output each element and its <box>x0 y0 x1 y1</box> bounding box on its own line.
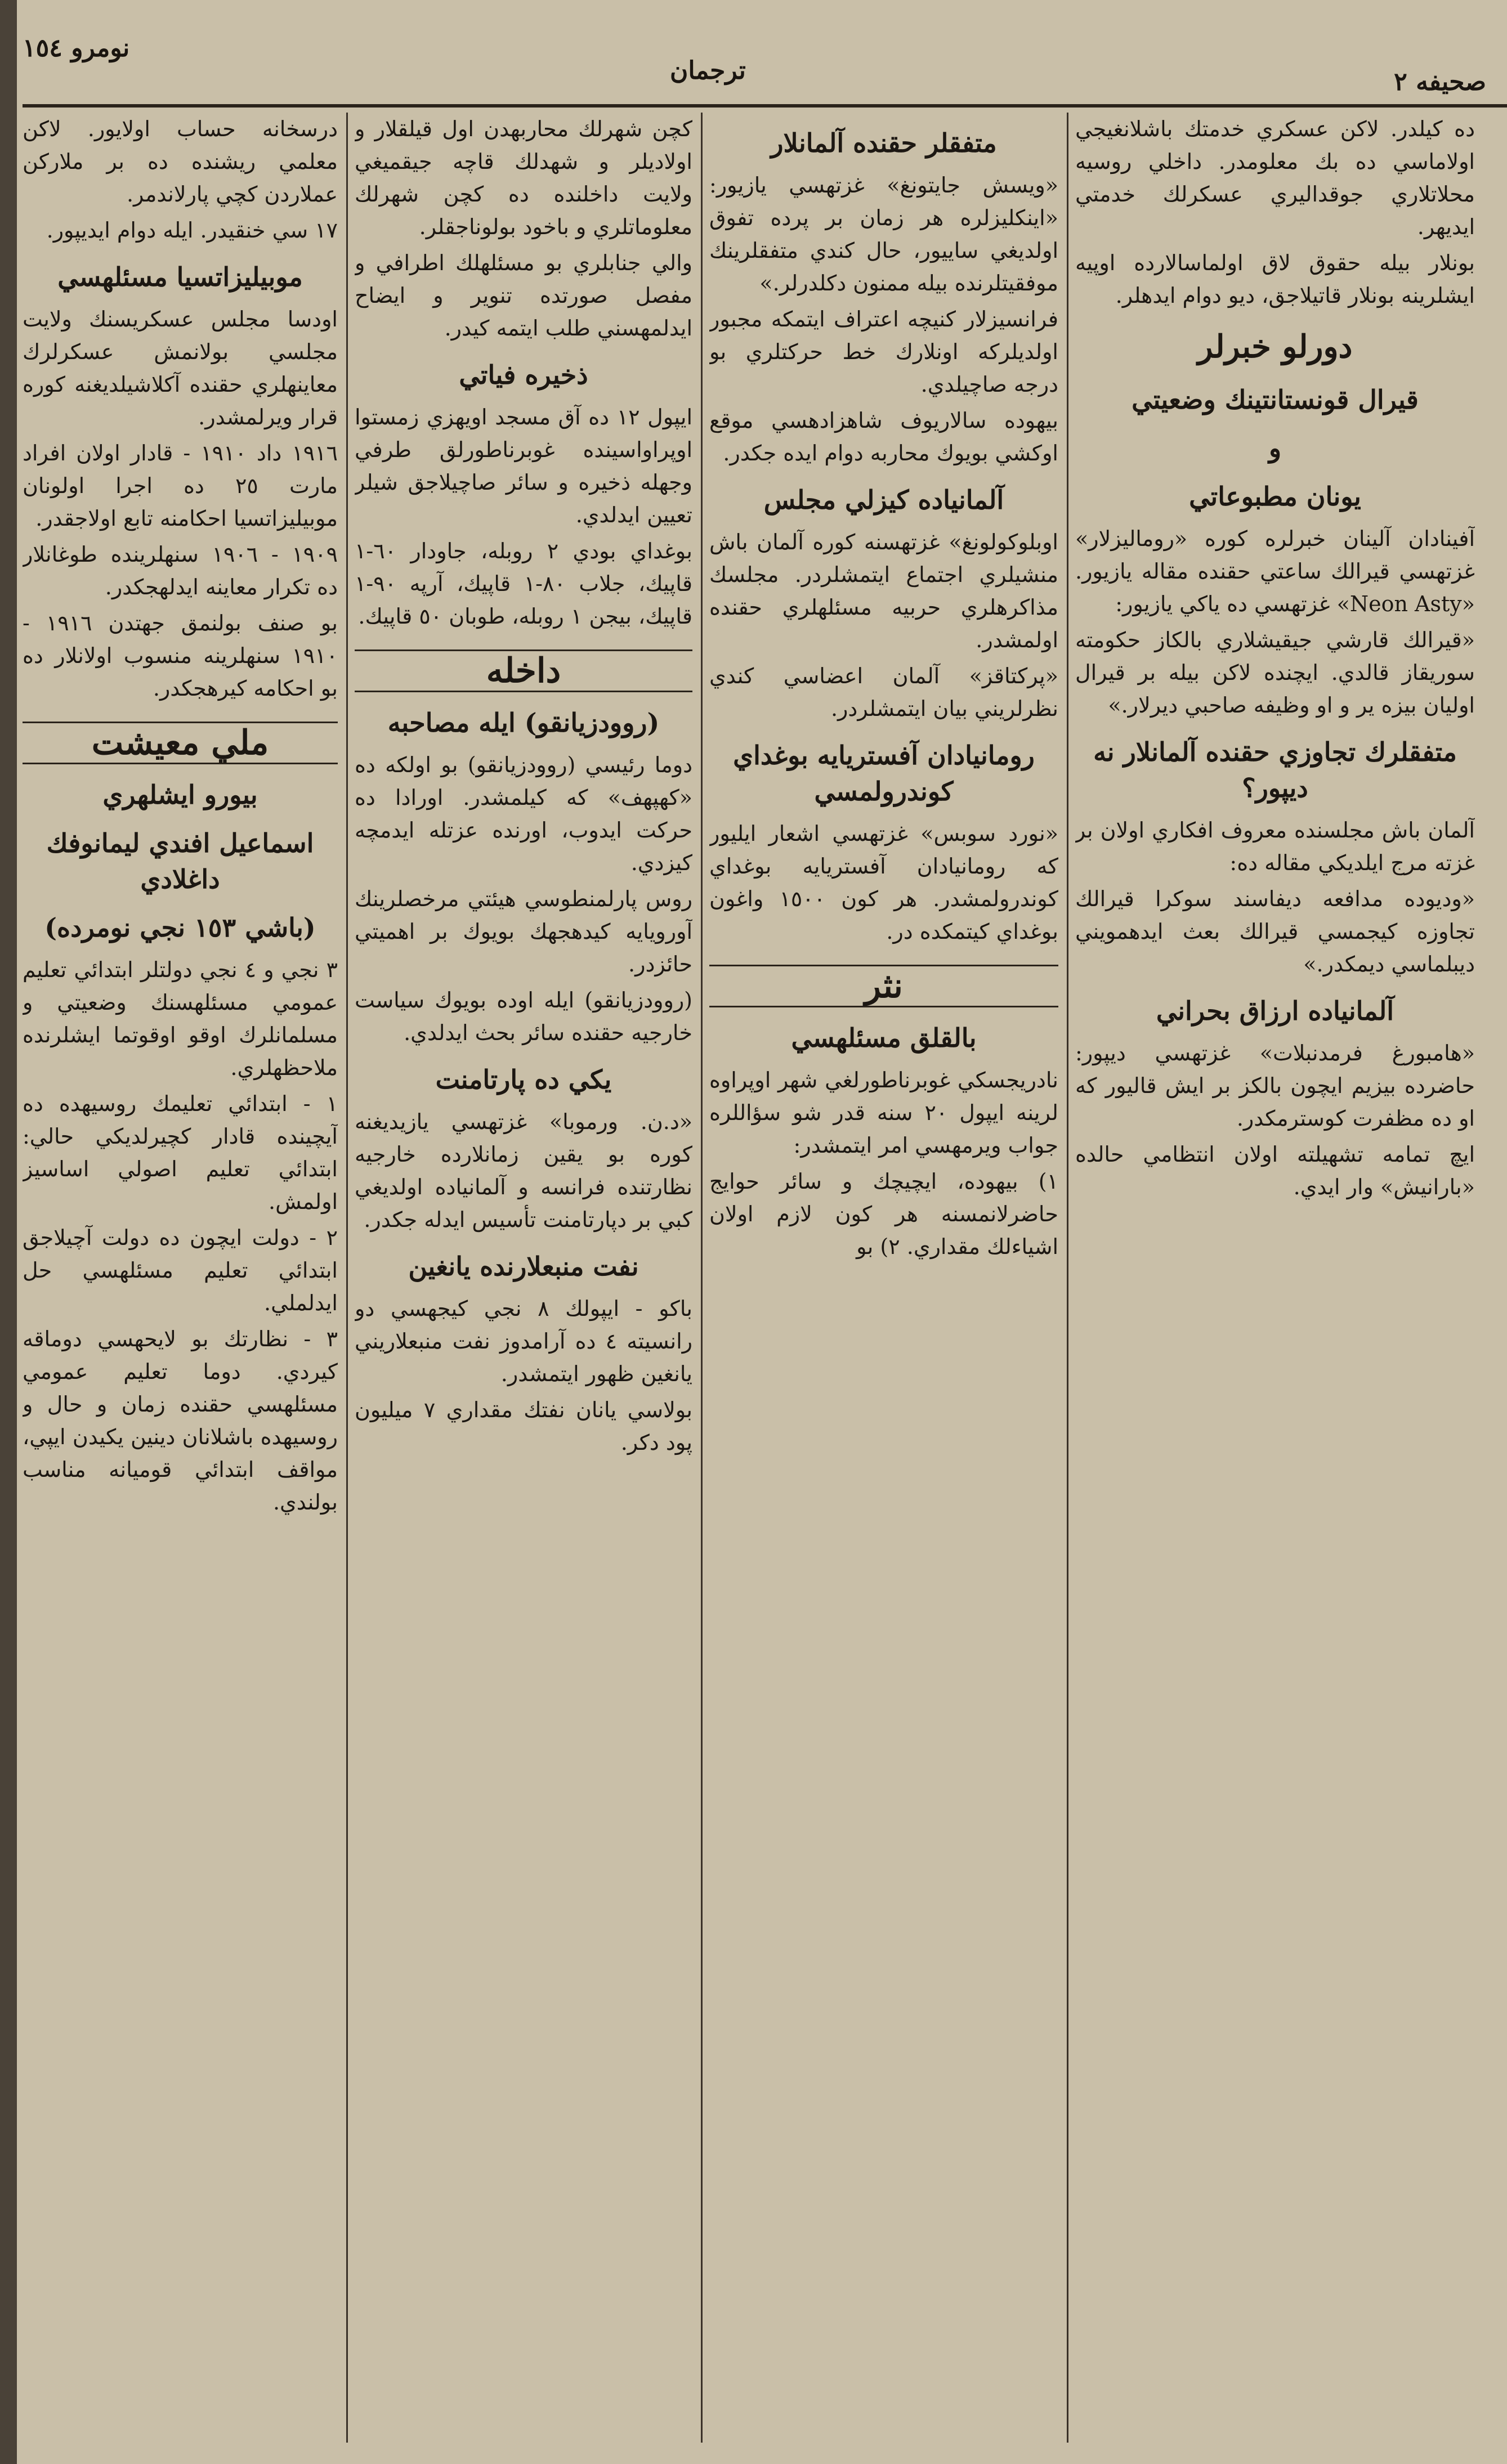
paragraph: ده كيلدر. لاكن عسكري خدمتك باشلانغيجي اولاماسي ده بك معلومدر. داخلي روسيه محلاتلاري جوقداليري عسكرلك خدمتي ايديهر. <box>1075 117 1475 239</box>
paragraph: ٣ نجي و ٤ نجي دولتلر ابتدائي تعليم عمومي مسئلهسنك وضعيتي و مسلمانلرك اوقو اوقوتما ايشلرنده ملاحظهلري. <box>23 957 338 1080</box>
paragraph: نادريجسكي غوبرناطورلغي شهر اوپراوه لرينه ايپول ٢٠ سنه قدر شو سؤاللره جواب ويرمهسي امر ايتمشدر: <box>709 1068 1058 1158</box>
column-1 <box>1075 113 1475 2443</box>
section-banner: داخله <box>355 649 692 692</box>
article-heading: بيورو ايشلهري <box>102 779 258 810</box>
paragraph: ٢ - دولت ايچون ده دولت آچيلاجق ابتدائي تعليم مسئلهسي حل ايدلملي. <box>23 1225 338 1315</box>
section-banner: ملي معيشت <box>23 722 338 764</box>
section-heading: دورلو خبرلر <box>1197 328 1353 365</box>
issue-number: نومرو ١٥٤ <box>23 34 130 62</box>
article-heading: يكي ده پارتامنت <box>435 1064 612 1095</box>
article-heading: متفقلرك تجاوزي حقنده آلمانلار نه ديپور؟ <box>1093 737 1457 803</box>
paragraph: ٣ - نظارتك بو لايحهسي دوماقه كيردي. دوما تعليم عمومي مسئلهسي حقنده زمان و حال و روسيهده باشلانان دينين يكيدن ايپي، مواقف ابتدائي قوميانه مناسب بولندي. <box>23 1327 338 1515</box>
paragraph: «پركتاقز» آلمان اعضاسي كندي نظرلريني بيان ايتمشلردر. <box>709 664 1058 721</box>
article-heading: (روودزيانقو) ايله مصاحبه <box>387 707 660 738</box>
column-3 <box>355 113 692 2443</box>
paragraph: بونلار بيله حقوق لاق اولماسالارده اوپيه ايشلرينه بونلار قاتيلاجق، ديو دوام ايدهلر. <box>1075 250 1475 308</box>
paragraph: بيهوده سالاريوف شاهزادهسي موقع اوكشي بويوك محاربه دوام ايده جكدر. <box>709 408 1058 465</box>
paragraph: والي جنابلري بو مسئلهلك اطرافي و مفصل صورتده تنوير و ايضاح ايدلمهسني طلب ايتمه كيدر. <box>355 250 692 341</box>
page-edge <box>0 0 17 2464</box>
paragraph: آفينادان آلينان خبرلره كوره «روماليزلار» غزتهسي قيرالك ساعتي حقنده مقاله يازيور. «Neon Asty» غزتهسي ده ياكي يازيور: <box>1075 526 1475 616</box>
paragraph: كچن شهرلك محاربهدن اول قيلقلار و اولاديلر و شهدلك قاچه جيقميغي ولايت داخلنده ده كچن شهرلك معلوماتلري و باخود بولوناجقلر. <box>355 117 692 239</box>
paragraph: فرانسيزلار كنيچه اعتراف ايتمكه مجبور اولديلركه اونلارك خط حركتلري بو درجه صاچيلدي. <box>709 307 1058 397</box>
article-subheading: (باشي ١٥٣ نجي نومرده) <box>44 912 316 943</box>
article-heading: ذخيره فياتي <box>459 360 588 390</box>
newspaper-title: ترجمان <box>670 56 746 85</box>
paragraph: ايچ تمامه تشهيلته اولان انتظامي حالده «بارانيش» وار ايدي. <box>1075 1142 1475 1199</box>
paragraph: بولاسي يانان نفتك مقداري ٧ ميليون پود دكر. <box>355 1397 692 1455</box>
paragraph: آلمان باش مجلسنده معروف افكاري اولان بر غزته مرج ايلديكي مقاله ده: <box>1075 818 1475 875</box>
paragraph: «وديوده مدافعه ديفاسند سوكرا قيرالك تجاوزه كيجمسي قيرالك بعث ايدهمويني ديبلماسي ديمكدر.» <box>1075 886 1475 976</box>
paragraph: «نورد سوبس» غزتهسي اشعار ايليور كه رومانيادان آفستريايه بوغداي كوندرولمشدر. هر كون ١٥٠٠ واغون بوغداي كيتمكده در. <box>709 821 1058 944</box>
article-heading: بالقلق مسئلهسي <box>791 1023 977 1053</box>
paragraph: دوما رئيسي (روودزيانقو) بو اولكه ده «كهپهف» كه كيلمشدر. اورادا ده حركت ايدوب، اورنده عزتله ايدمچه كيزدي. <box>355 752 692 875</box>
section-banner: نثر <box>709 965 1058 1007</box>
paragraph: ١ - ابتدائي تعليمك روسيهده ده آيچينده قادار كچيرلديكي حالي: ابتدائي تعليم اصولي اساسيز اولمش. <box>23 1091 338 1214</box>
paragraph: ١٩١٦ داد ١٩١٠ - قادار اولان افراد مارت ٢٥ ده اجرا اولونان موبيليزاتسيا احكامنه تابع اولاجقدر. <box>23 441 338 531</box>
paragraph: باكو - ايپولك ٨ نجي كيجهسي دو رانسيته ٤ ده آرامدوز نفت منبعلاريني يانغين ظهور ايتمشدر. <box>355 1296 692 1386</box>
article-heading-conjunction: و <box>1268 433 1282 463</box>
article-heading: موبيليزاتسيا مسئلهسي <box>57 262 303 292</box>
masthead <box>23 23 1486 96</box>
paragraph: ١٩٠٩ - ١٩٠٦ سنهلرينده طوغانلار ده تكرار معاينه ايدلهجكدر. <box>23 542 338 599</box>
paragraph: «هامبورغ فرمدنبلات» غزتهسي ديپور: حاضرده بيزيم ايچون بالكز بر ايش قاليور كه او ده مظفرت كوسترمكدر. <box>1075 1041 1475 1131</box>
paragraph: بو صنف بولنمق جهتدن ١٩١٦ - ١٩١٠ سنهلرينه منسوب اولانلار ده بو احكامه كيرهجكدر. <box>23 611 338 701</box>
article-heading: آلمانياده كيزلي مجلس <box>763 485 1004 515</box>
paragraph: درسخانه حساب اولايور. لاكن معلمي ريشنده ده بر ملاركن عملاردن كچي پارلاندمر. <box>23 117 338 207</box>
page-number: صحيفه ٢ <box>1394 68 1486 96</box>
column-rule <box>701 113 703 2443</box>
paragraph: بوغداي بودي ٢ روبله، جاودار ٦٠-١ قاپيك، جلاب ٨٠-١ قاپيك، آرپه ٩٠-١ قاپيك، بيجن ١ روبله، طوبان ٥٠ قاپيك. <box>355 539 692 629</box>
column-2 <box>709 113 1058 2443</box>
article-heading: متفقلر حقنده آلمانلار <box>771 128 997 158</box>
article-heading: قيرال قونستانتينك وضعيتي <box>1132 384 1419 415</box>
paragraph: «ويسش جايتونغ» غزتهسي يازيور: «اينكليزلره هر زمان بر پرده تفوق اولديغي ساييور، حال كندي متفقلرينك موفقيتلرنده بيله ممنون دكلدرلر.» <box>709 173 1058 295</box>
paragraph: ١٧ سي خنقيدر. ايله دوام ايديپور. <box>46 218 338 243</box>
paragraph: روس پارلمنطوسي هيئتي مرخصلرينك آورويايه كيدهجهك بويوك بر اهميتي حائزدر. <box>355 886 692 976</box>
article-heading: نفت منبعلارنده يانغين <box>408 1251 639 1282</box>
header-rule <box>23 104 1507 107</box>
paragraph: اوبلوكولونغ» غزتهسنه كوره آلمان باش منشيلري اجتماع ايتمشلردر. مجلسك مذاكرهلري حربيه مسئلهلري حقنده اولمشدر. <box>709 530 1058 652</box>
paragraph: (روودزيانقو) ايله اوده بويوك سياست خارجيه حقنده سائر بحث ايدلدي. <box>355 988 692 1045</box>
paragraph: ١) بيهوده، ايچيچك و سائر حوايج حاضرلانمسنه هر كون لازم اولان اشياءلك مقداري. ٢) بو <box>709 1169 1058 1259</box>
paragraph: ايپول ١٢ ده آق مسجد اويهزي زمستوا اوپراواسينده غوبرناطورلق طرفي وجهله ذخيره و سائر صاچيلاجق شيلر تعيين ايدلدي. <box>355 405 692 527</box>
column-rule <box>346 113 348 2443</box>
article-heading: يونان مطبوعاتي <box>1189 481 1361 512</box>
article-subheading: اسماعيل افندي ليمانوفك داغلادي <box>46 828 314 894</box>
paragraph: اودسا مجلس عسكريسنك ولايت مجلسي بولانمش عسكرلرك معاينهلري حقنده آكلاشيلديغنه كوره قرار ويرلمشدر. <box>23 307 338 429</box>
article-heading: رومانيادان آفستريايه بوغداي كوندرولمسي <box>733 740 1035 807</box>
paragraph: «د.ن. ورموبا» غزتهسي يازيديغنه كوره بو يقين زمانلارده خارجيه نظارتنده فرانسه و آلمانياده اولديغي كبي بر دپارتامنت تأسيس ايدله جكدر. <box>355 1109 692 1232</box>
column-rule <box>1067 113 1068 2443</box>
article-heading: آلمانياده ارزاق بحراني <box>1156 996 1394 1026</box>
paragraph: «قيرالك قارشي جيقيشلاري بالكاز حكومته سوريقاز قالدي. ايچنده لاكن بيله بر قيرال اوليان بيزه ير و او وظيفه صاحبي ديرلار.» <box>1075 628 1475 718</box>
column-4 <box>23 113 338 2443</box>
